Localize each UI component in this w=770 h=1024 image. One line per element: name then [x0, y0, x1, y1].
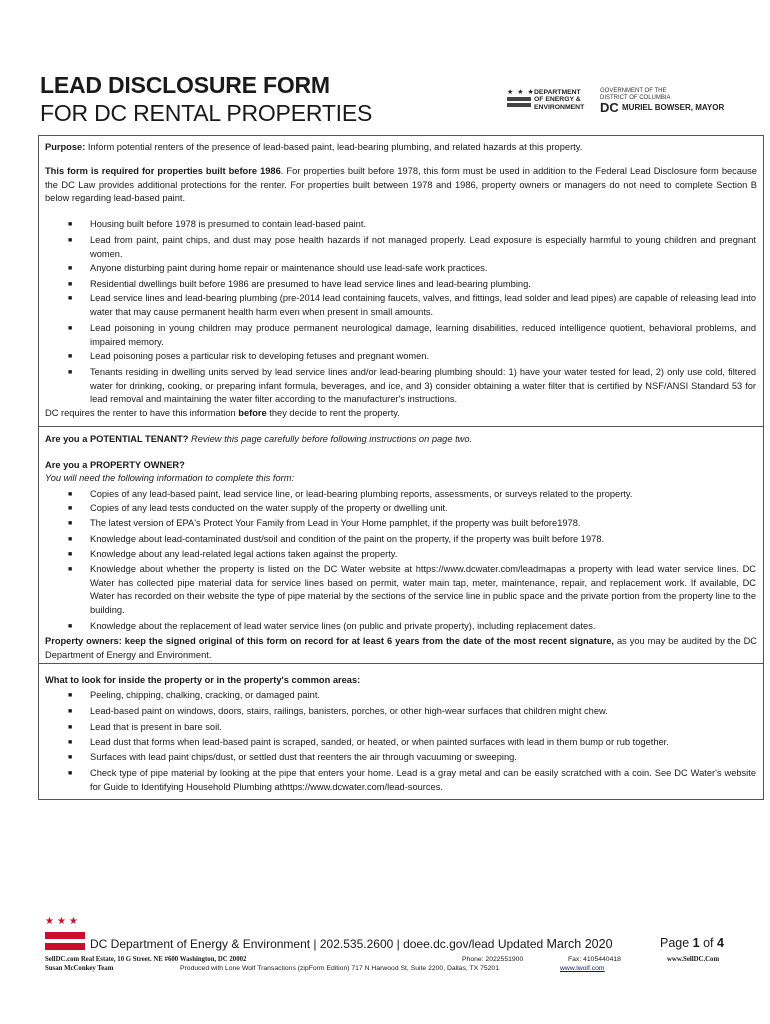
dc-government-logo: [600, 88, 725, 114]
dc-letters: DC: [600, 100, 619, 115]
list-item: Lead from paint, paint chips, and dust may pose health hazards if not managed properly. Lead exposure is especially harmful to young children and pregnant women.: [90, 235, 756, 259]
form-subtitle: FOR DC RENTAL PROPERTIES: [40, 100, 373, 126]
retention-text: as you may be audited by the DC Department of Energy and Environment.: [45, 636, 757, 660]
bullet-icon: ■: [68, 724, 73, 731]
bullet-icon: ■: [68, 325, 73, 332]
list-item: Anyone disturbing paint during home repair or maintenance should use lead-safe work practices.: [90, 263, 488, 273]
bullet-icon: ■: [68, 237, 73, 244]
dc-logo-line: DISTRICT OF COLUMBIA: [600, 94, 671, 101]
renter-note-post: they decide to rent the property.: [266, 408, 400, 418]
divider: [38, 663, 764, 664]
list-item: Surfaces with lead paint chips/dust, or settled dust that reenters the air through vacuuming or sweeping.: [90, 752, 517, 762]
tenant-label: Are you a POTENTIAL TENANT?: [45, 434, 189, 444]
requirement-bold: This form is required for properties built before 1986: [45, 166, 281, 176]
lwolf-link[interactable]: www.lwolf.com: [560, 965, 605, 972]
list-item: Lead poisoning in young children may produce permanent neurological damage, learning disabilities, reduced intelligence quotient, behavioral problems, and impaired memory.: [90, 323, 756, 347]
bullet-icon: ■: [68, 295, 73, 302]
list-item: Lead that is present in bare soil.: [90, 722, 222, 732]
bullet-icon: ■: [68, 708, 73, 715]
look-for-label: What to look for inside the property or in the property's common areas:: [45, 675, 361, 685]
bullet-icon: ■: [68, 505, 73, 512]
dc-flag-icon: ★★★: [45, 918, 85, 954]
footer-agency-line: [90, 937, 613, 951]
purpose-paragraph: [45, 141, 757, 155]
phone: Phone: 2022551900: [462, 956, 524, 963]
owner-retention-note: [45, 635, 757, 662]
bullet-icon: ■: [68, 520, 73, 527]
divider: [38, 426, 764, 427]
list-item: Knowledge about the replacement of lead water service lines (on public and private property), including replacement dates.: [90, 621, 596, 631]
bullet-icon: ■: [68, 770, 73, 777]
tenant-text: Review this page carefully before following instructions on page two.: [188, 434, 473, 444]
bullet-icon: ■: [68, 692, 73, 699]
list-item: Lead poisoning poses a particular risk to developing fetuses and pregnant women.: [90, 351, 430, 361]
purpose-label: Purpose:: [45, 142, 86, 152]
bullet-icon: ■: [68, 369, 73, 376]
produced-by: Produced with Lone Wolf Transactions (zipForm Edition) 717 N Harwood St, Suite 2200, Dallas, TX 75201: [180, 965, 499, 972]
form-title: LEAD DISCLOSURE FORM: [40, 72, 330, 98]
list-item: Lead-based paint on windows, doors, stairs, railings, banisters, porches, or other high-wear surfaces that children might chew.: [90, 706, 608, 716]
site-link[interactable]: www.SellDC.Com: [667, 956, 720, 963]
bullet-icon: ■: [68, 623, 73, 630]
renter-note-bold: before: [238, 408, 267, 418]
bullet-icon: ■: [68, 536, 73, 543]
doee-logo-line: OF ENERGY &: [534, 96, 581, 104]
doee-logo-line: ENVIRONMENT: [534, 103, 585, 111]
page-total: 4: [717, 936, 724, 950]
mayor-name: MURIEL BOWSER, MAYOR: [622, 103, 725, 112]
page-label: Page: [660, 936, 693, 950]
broker-info: SellDC.com Real Estate, 10 G Street. NE #600 Washington, DC 20002: [45, 956, 247, 963]
purpose-text: Inform potential renters of the presence of lead-based paint, lead-bearing plumbing, and related hazards at this property.: [85, 142, 583, 152]
list-item: Residential dwellings built before 1986 are presumed to have lead service lines and lead-bearing plumbing.: [90, 279, 531, 289]
star-icons: ★ ★ ★: [507, 89, 535, 96]
bullet-icon: ■: [68, 221, 73, 228]
renter-note-pre: DC requires the renter to have this information: [45, 408, 239, 418]
page-current: 1: [692, 936, 700, 950]
doee-logo: [507, 88, 593, 114]
requirement-paragraph: [45, 165, 757, 206]
bullet-icon: ■: [68, 566, 73, 573]
bullet-icon: ■: [68, 551, 73, 558]
list-item: Housing built before 1978 is presumed to contain lead-based paint.: [90, 219, 366, 229]
doee-logo-line: DEPARTMENT: [534, 89, 581, 96]
bullet-icon: ■: [68, 754, 73, 761]
footer-date: March 2020: [546, 937, 613, 951]
bullet-icon: ■: [68, 281, 73, 288]
tenant-paragraph: [45, 433, 757, 447]
list-item: Knowledge about lead-contaminated dust/soil and condition of the paint on the property, if the property was built before 1978.: [90, 534, 605, 544]
list-item: Lead service lines and lead-bearing plumbing (pre-2014 lead containing faucets, valves, and fittings, lead solder and lead pipes) are capable of releasing lead into water that may cause permanent health harm even when present in small amounts.: [90, 293, 756, 317]
list-item: Tenants residing in dwelling units served by lead service lines and/or lead-bearing plumbing should: 1) have your water tested for lead, 2) only use cold, filtered water for drinking, cooking, or preparing infant formula, beverages, and ice, and 3) consider obtaining a water filter that is certified by NSF/ANSI Standard 53 for lead removal and maintaining the water filter according to the manufacturer's instructions.: [90, 367, 756, 405]
list-item: Knowledge about any lead-related legal actions taken against the property.: [90, 549, 398, 559]
renter-note: [45, 407, 757, 421]
dc-logo-line: GOVERNMENT OF THE: [600, 88, 667, 94]
list-item: The latest version of EPA's Protect Your Family from Lead in Your Home pamphlet, if the property was built before1978.: [90, 518, 581, 528]
list-item: Check type of pipe material by looking at the pipe that enters your home. Lead is a gray metal and can be easily scratched with a coin. See DC Water's website for Guide to Identifying Household Plumbing athttps://www.dcwater.com/lead-sources.: [90, 768, 756, 792]
page-number: [660, 936, 724, 950]
list-item: Copies of any lead tests conducted on the water supply of the property or dwelling unit.: [90, 503, 448, 513]
team-name: Susan McConkey Team: [45, 965, 114, 972]
list-item: Copies of any lead-based paint, lead service line, or lead-bearing plumbing reports, assessments, or surveys related to the property.: [90, 489, 633, 499]
page-of: of: [699, 936, 717, 950]
bullet-icon: ■: [68, 491, 73, 498]
requirement-text: . For properties built before 1978, this form must be used in addition to the Federal Lead Disclosure form because the DC Law provides additional protections for the renter. For properties built between 1978 and 1986, property owners or managers do not need to complete Section B below regarding lead-based paint.: [45, 166, 757, 204]
list-item: Peeling, chipping, chalking, cracking, or damaged paint.: [90, 690, 320, 700]
list-item: Lead dust that forms when lead-based paint is scraped, sanded, or heated, or when painted surfaces with lead in them bump or rub together.: [90, 737, 669, 747]
bullet-icon: ■: [68, 353, 73, 360]
owner-subtitle: You will need the following information to complete this form:: [45, 473, 295, 483]
footer-agency: DC Department of Energy & Environment | 202.535.2600 | doee.dc.gov/lead Updated: [90, 937, 547, 951]
list-item: Knowledge about whether the property is listed on the DC Water website at https://www.dcwater.com/leadmapas a property with lead water service lines. DC Water has collected pipe material data for service lines based on permit, water main tap, meter, maintenance, repair, and replacement work. If available, DC Water has recorded on their website the type of pipe material by the sections of the service line in public space and the private portion from the property line to the building.: [90, 564, 756, 615]
bullet-icon: ■: [68, 739, 73, 746]
fax: Fax: 4105440418: [568, 956, 621, 963]
retention-bold: Property owners: keep the signed original of this form on record for at least 6 years from the date of the most recent signature,: [45, 636, 614, 646]
bullet-icon: ■: [68, 265, 73, 272]
owner-label: Are you a PROPERTY OWNER?: [45, 460, 185, 470]
